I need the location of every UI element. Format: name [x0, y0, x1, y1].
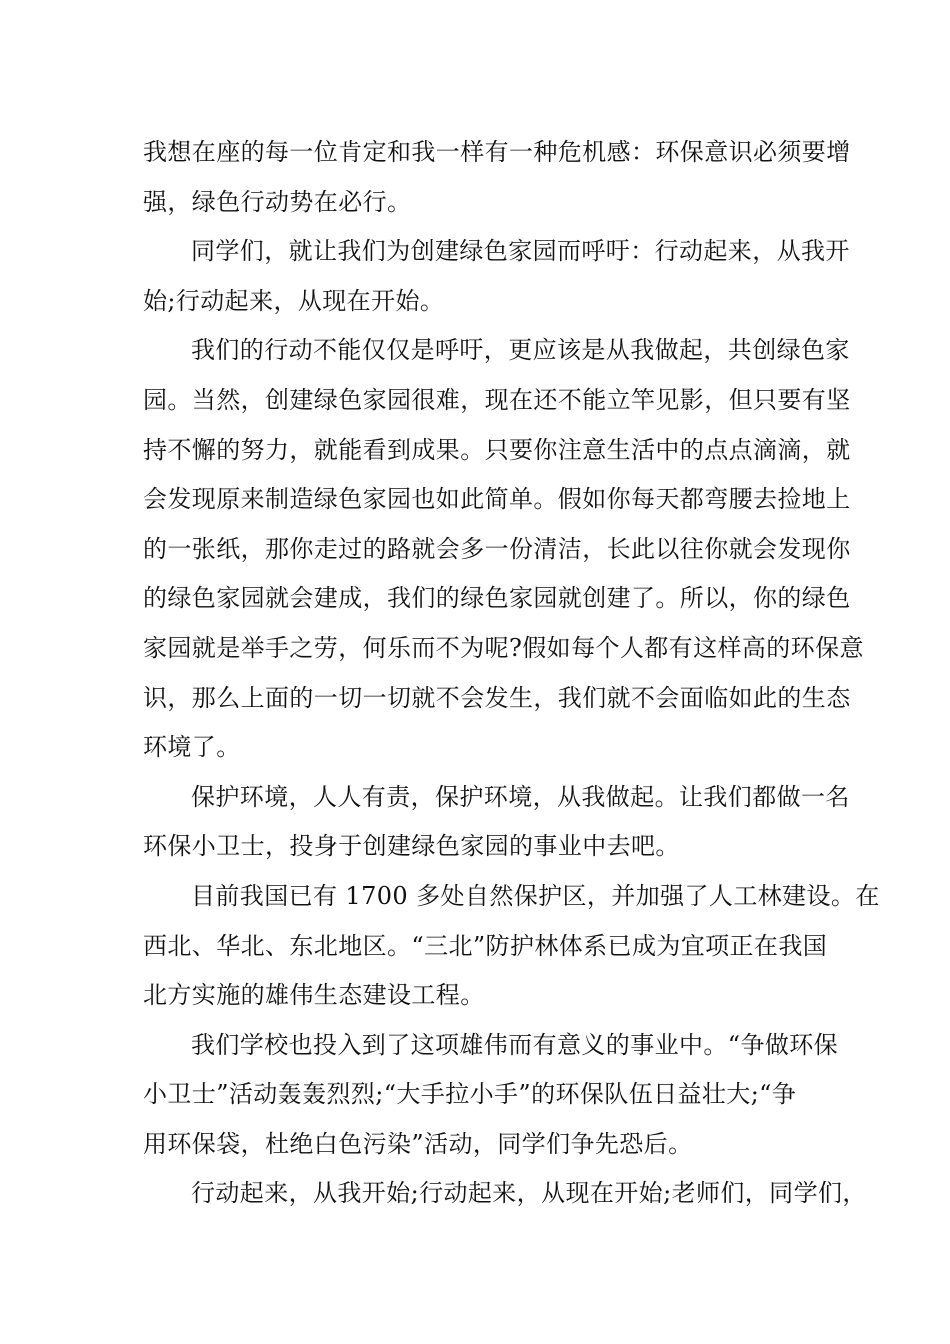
- text-line: 家园就是举手之劳，何乐而不为呢?假如每个人都有这样高的环保意: [143, 633, 864, 662]
- paragraph-4: [143, 773, 850, 872]
- paragraph-2: [143, 227, 850, 326]
- text-line: 北方实施的雄伟生态建设工程。: [143, 981, 485, 1010]
- text-line: 目前我国已有 1700 多处自然保护区，并加强了人工林建设。在: [191, 881, 880, 910]
- text-line: 小卫士”活动轰轰烈烈;“大手拉小手”的环保队伍日益壮大;“争: [143, 1080, 797, 1109]
- text-line: 会发现原来制造绿色家园也如此简单。假如你每天都弯腰去捡地上: [143, 485, 851, 514]
- text-line: 用环保袋，杜绝白色污染”活动，同学们争先恐后。: [143, 1129, 693, 1158]
- text-line: 行动起来，从我开始;行动起来，从现在开始;老师们，同学们，: [191, 1179, 867, 1208]
- text-line: 始;行动起来，从现在开始。: [143, 286, 445, 315]
- text-line: 的绿色家园就会建成，我们的绿色家园就创建了。所以，你的绿色: [143, 584, 851, 613]
- text-line: 同学们，就让我们为创建绿色家园而呼吁：行动起来，从我开: [191, 237, 850, 266]
- text-line: 我想在座的每一位肯定和我一样有一种危机感：环保意识必须要增: [143, 138, 851, 166]
- paragraph-1: [143, 128, 851, 227]
- text-line: 持不懈的努力，就能看到成果。只要你注意生活中的点点滴滴，就: [143, 435, 851, 464]
- document-body: [143, 128, 880, 1219]
- paragraph-3: [143, 326, 864, 772]
- paragraph-7: [143, 1169, 867, 1219]
- text-line: 环保小卫士，投身于创建绿色家园的事业中去吧。: [143, 832, 680, 861]
- text-line: 环境了。: [143, 733, 241, 762]
- text-line: 识，那么上面的一切一切就不会发生，我们就不会面临如此的生态: [143, 683, 851, 712]
- text-line: 强，绿色行动势在必行。: [143, 187, 412, 216]
- text-line: 园。当然，创建绿色家园很难，现在还不能立竿见影，但只要有坚: [143, 385, 851, 414]
- text-line: 西北、华北、东北地区。“三北”防护林体系已成为宜项正在我国: [143, 931, 828, 960]
- paragraph-5: [143, 872, 880, 1021]
- paragraph-6: [143, 1021, 843, 1170]
- text-line: 的一张纸，那你走过的路就会多一份清洁，长此以往你就会发现你: [143, 534, 851, 563]
- text-line: 保护环境，人人有责，保护环境，从我做起。让我们都做一名: [191, 782, 850, 811]
- text-line: 我们的行动不能仅仅是呼吁，更应该是从我做起，共创绿色家: [191, 336, 850, 365]
- text-line: 我们学校也投入到了这项雄伟而有意义的事业中。“争做环保: [191, 1030, 839, 1059]
